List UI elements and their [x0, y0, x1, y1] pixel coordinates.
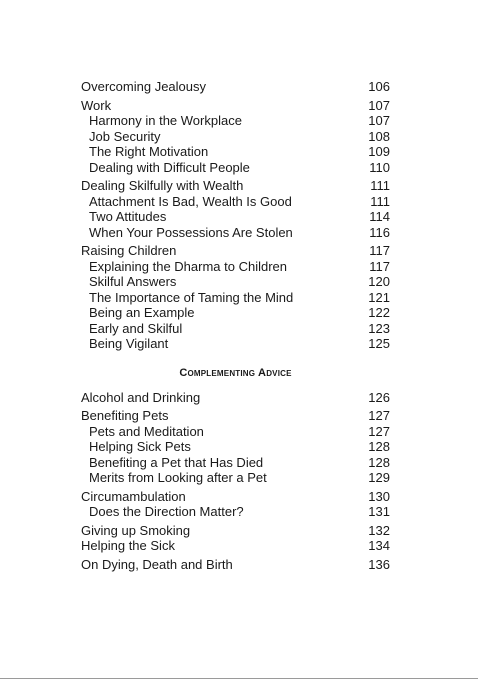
toc-subentry	[81, 455, 390, 471]
toc-page-number: 117	[369, 258, 390, 274]
toc-entry-title: Overcoming Jealousy	[81, 79, 206, 94]
toc-entry-title: Job Security	[89, 128, 161, 144]
toc-entry	[81, 523, 390, 539]
toc-page-number: 123	[368, 320, 390, 336]
toc-page-number: 117	[369, 243, 390, 258]
page-bottom-rule	[0, 678, 478, 679]
toc-subentry	[81, 504, 390, 520]
toc-entry	[81, 243, 390, 259]
toc-subentry	[81, 129, 390, 145]
section-heading: Complementing Advice	[179, 366, 292, 379]
toc-page-number: 132	[368, 522, 390, 538]
toc-entry-title: Benefiting Pets	[81, 408, 169, 423]
toc-entry-title: Circumambulation	[81, 488, 186, 504]
toc-entry	[81, 408, 390, 424]
table-of-contents	[81, 79, 390, 572]
toc-entry-title: Helping the Sick	[81, 538, 175, 553]
toc-page-number: 130	[368, 488, 390, 504]
toc-subentry	[81, 290, 390, 306]
toc-page-number: 128	[368, 439, 390, 454]
toc-entry-title: Skilful Answers	[89, 274, 177, 289]
toc-page-number: 111	[370, 178, 390, 193]
toc-entry-title: Pets and Meditation	[89, 423, 204, 439]
toc-page-number: 116	[369, 224, 390, 240]
toc-part-1	[81, 79, 390, 352]
toc-page-number: 129	[368, 470, 390, 485]
toc-entry-title: Two Attitudes	[89, 209, 167, 224]
toc-entry-title: Helping Sick Pets	[89, 439, 191, 454]
toc-page-number: 107	[368, 113, 390, 128]
toc-page-number: 106	[368, 79, 390, 94]
toc-page-number: 110	[369, 159, 390, 175]
toc-subentry	[81, 160, 390, 176]
toc-subentry	[81, 305, 390, 321]
toc-page-number: 108	[368, 128, 390, 144]
toc-page-number: 127	[368, 423, 390, 439]
toc-page-number: 111	[370, 193, 390, 209]
toc-subentry	[81, 144, 390, 160]
toc-entry-title: Dealing with Difficult People	[89, 159, 250, 175]
toc-entry-title: Harmony in the Workplace	[89, 113, 242, 128]
toc-entry-title: On Dying, Death and Birth	[81, 556, 233, 572]
toc-entry-title: The Right Motivation	[89, 144, 209, 159]
toc-entry	[81, 557, 390, 573]
toc-page-number: 131	[368, 504, 390, 519]
toc-page-number: 107	[368, 97, 390, 113]
toc-entry-title: When Your Possessions Are Stolen	[89, 224, 293, 240]
toc-part-2	[81, 390, 390, 573]
toc-subentry	[81, 470, 390, 486]
toc-subentry	[81, 259, 390, 275]
toc-entry	[81, 489, 390, 505]
toc-page-number: 128	[368, 454, 390, 470]
toc-entry-title: Benefiting a Pet that Has Died	[89, 454, 264, 470]
toc-entry	[81, 538, 390, 554]
toc-entry-title: Being Vigilant	[89, 336, 169, 351]
toc-page-number: 122	[368, 305, 390, 320]
toc-entry	[81, 178, 390, 194]
toc-subentry	[81, 194, 390, 210]
toc-subentry	[81, 113, 390, 129]
toc-page-number: 136	[368, 556, 390, 572]
toc-subentry	[81, 274, 390, 290]
toc-page-number: 125	[368, 336, 390, 351]
toc-page-number: 120	[368, 274, 390, 289]
toc-entry-title: Raising Children	[81, 243, 177, 258]
toc-subentry	[81, 225, 390, 241]
toc-page-number: 127	[368, 408, 390, 423]
toc-entry	[81, 390, 390, 406]
toc-page-number: 121	[368, 289, 390, 305]
toc-entry-title: Being an Example	[89, 305, 195, 320]
toc-subentry	[81, 321, 390, 337]
toc-entry-title: Giving up Smoking	[81, 522, 191, 538]
toc-entry	[81, 98, 390, 114]
toc-page-number: 134	[368, 538, 390, 553]
toc-entry-title: Dealing Skilfully with Wealth	[81, 178, 244, 193]
toc-entry-title: The Importance of Taming the Mind	[89, 289, 294, 305]
toc-entry	[81, 79, 390, 95]
toc-entry-title: Explaining the Dharma to Children	[89, 258, 287, 274]
toc-subentry	[81, 424, 390, 440]
toc-subentry	[81, 439, 390, 455]
toc-page-number: 114	[369, 209, 390, 224]
toc-page-number: 109	[368, 144, 390, 159]
toc-entry-title: Work	[81, 97, 112, 113]
toc-subentry	[81, 336, 390, 352]
toc-subentry	[81, 209, 390, 225]
toc-entry-title: Attachment Is Bad, Wealth Is Good	[89, 193, 292, 209]
toc-page-number: 126	[368, 389, 390, 405]
toc-entry-title: Alcohol and Drinking	[81, 389, 201, 405]
toc-entry-title: Early and Skilful	[89, 320, 183, 336]
toc-entry-title: Does the Direction Matter?	[89, 504, 244, 519]
toc-entry-title: Merits from Looking after a Pet	[89, 470, 267, 485]
